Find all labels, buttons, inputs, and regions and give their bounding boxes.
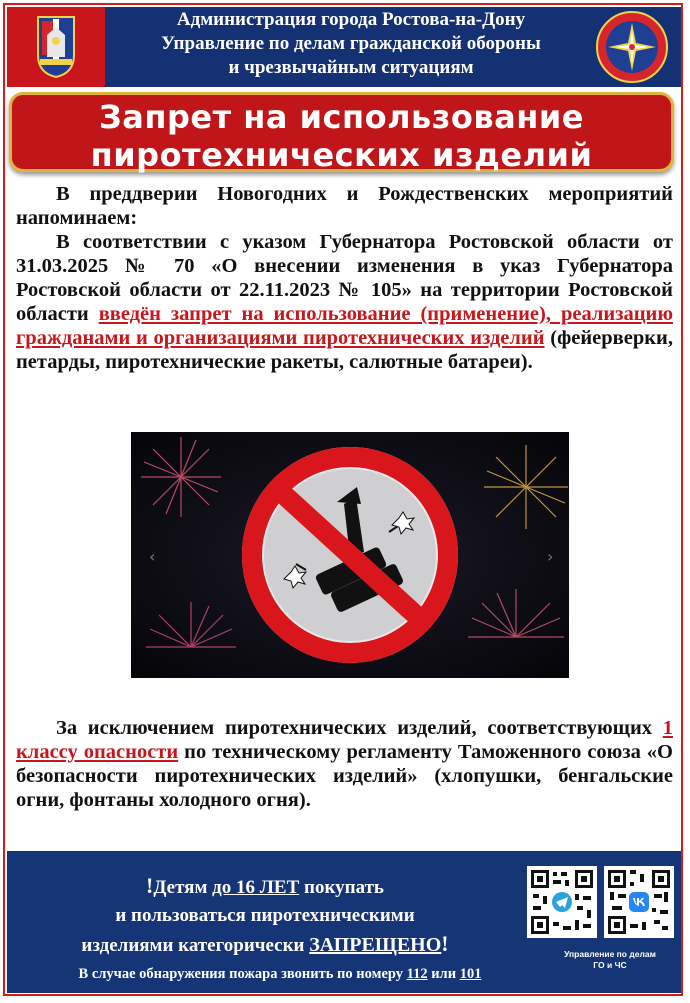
svg-text:‹: ‹	[149, 547, 156, 566]
header-title	[112, 8, 590, 80]
page-title	[9, 98, 674, 174]
vk-qr-code[interactable]	[604, 866, 674, 938]
paragraph-3-tail: по техническому регламенту Таможенного союза «О безопасности пиротехнических изделий» (хлопушки, бенгальские огни, фонтаны холодного огня).	[16, 741, 673, 811]
footer-line3-pre: изделиями категорически	[81, 935, 310, 956]
svg-text:›: ›	[547, 547, 554, 566]
paragraph-2	[16, 230, 673, 374]
header-line3: и чрезвычайным ситуациям	[228, 57, 474, 78]
class-highlight: 1 классу опасности	[16, 717, 673, 763]
phone-112[interactable]: 112	[406, 966, 428, 982]
coat-of-arms-icon	[35, 15, 77, 79]
paragraph-2-lead: В соответствии с указом Губернатора Ростовской области от 31.03.2025 № 70 «О внесении изменения в указ Губернатора Ростовской области от 22.11.2023 № 105» на территории Ростовской области	[16, 231, 673, 325]
footer-line3	[20, 930, 510, 960]
coat-of-arms	[7, 7, 105, 87]
title-line2: пиротехнических изделий	[90, 136, 593, 174]
header-line1: Администрация города Ростова-на-Дону	[176, 9, 526, 30]
mchs-emblem-icon	[593, 10, 671, 84]
title-line1: Запрет на использование	[99, 98, 584, 136]
footer-excl-start: !	[146, 873, 154, 898]
telegram-qr-code[interactable]	[527, 866, 597, 938]
telegram-qr-icon	[527, 866, 597, 938]
phone-mid: или	[427, 966, 460, 982]
phone-pre: В случае обнаружения пожара звонить по номеру	[78, 966, 407, 982]
phone-101[interactable]: 101	[459, 966, 482, 982]
ban-highlight: введён запрет на использование (применение), реализацию гражданами и организациями пиротехнических изделий	[16, 303, 673, 349]
header-line2: Управление по делам гражданской обороны	[161, 33, 541, 54]
footer-phone	[20, 966, 540, 983]
fireworks-ban-sign-icon	[131, 432, 569, 678]
exception-paragraph	[16, 716, 673, 812]
footer-line2: и пользоваться пиротехническими	[115, 905, 415, 926]
paragraph-3	[16, 716, 673, 812]
footer-line1	[20, 872, 510, 902]
footer-forbidden: ЗАПРЕЩЕНО	[309, 934, 442, 956]
vk-qr-icon	[604, 866, 674, 938]
footer-part1: Детям	[153, 877, 213, 898]
paragraph-1: В преддверии Новогодних и Рождественских мероприятий напоминаем:	[16, 183, 673, 229]
paragraph-3-lead: За исключением пиротехнических изделий, соответствующих	[56, 717, 663, 739]
fireworks-ban-image	[131, 432, 569, 678]
footer-excl-end: !	[441, 931, 449, 956]
paragraph-2-tail: (фейерверки, петарды, пиротехнические ракеты, салютные батареи).	[16, 327, 673, 373]
intro-paragraph	[16, 182, 673, 374]
qr-caption: Управление по делам ГО и ЧС	[564, 949, 656, 970]
footer-age: до 16 ЛЕТ	[212, 877, 300, 898]
footer-warning	[20, 872, 510, 960]
footer-part2: покупать	[299, 877, 384, 898]
